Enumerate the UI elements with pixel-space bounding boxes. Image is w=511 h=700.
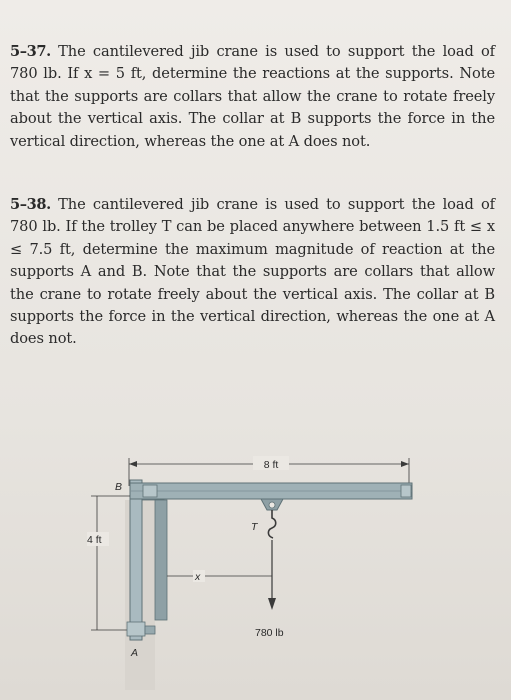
problem-5-37 [10, 41, 495, 153]
beam-end-cap [401, 485, 411, 497]
collar-A [127, 622, 145, 636]
problem-text: The cantilevered jib crane is used to support the load of 780 lb. If the trolley T can be placed anywhere between 1.5 ft ≤ x ≤ 7.5 ft, determine the maximum magnitude of reaction at the supports A and B. Note that the supports are collars that allow the crane to rotate freely about the vertical axis. The collar at B supports the force in the vertical direction, whereas the one at A does not. [10, 196, 495, 348]
problem-number: 5–37. [10, 43, 51, 60]
jib-crane-figure [85, 450, 425, 690]
problem-number: 5–38. [10, 196, 51, 213]
span-label: 8 ft [263, 459, 279, 471]
hook [268, 510, 275, 538]
trolley-wheel [269, 502, 275, 508]
span-arrow-left [129, 461, 137, 467]
collar-B [143, 485, 157, 497]
load-arrow-head [268, 598, 276, 610]
problem-5-38 [10, 194, 495, 351]
load-label: 780 lb [255, 627, 284, 639]
x-label: x [195, 571, 201, 583]
span-arrow-right [401, 461, 409, 467]
brace-column [155, 500, 167, 620]
jib-crane-diagram [85, 450, 425, 690]
problem-text: The cantilevered jib crane is used to support the load of 780 lb. If x = 5 ft, determine the reactions at the supports. Note that the supports are collars that allow the crane to rotate freely about the vertical axis. The collar at B supports the force in the vertical direction, whereas the one at A does not. [10, 43, 495, 150]
vertical-post [130, 480, 142, 640]
support-A-label: A [131, 647, 139, 659]
trolley-label: T [251, 521, 258, 533]
support-B-label: B [115, 481, 123, 493]
collar-A-bracket [145, 626, 155, 634]
height-label: 4 ft [87, 534, 102, 546]
